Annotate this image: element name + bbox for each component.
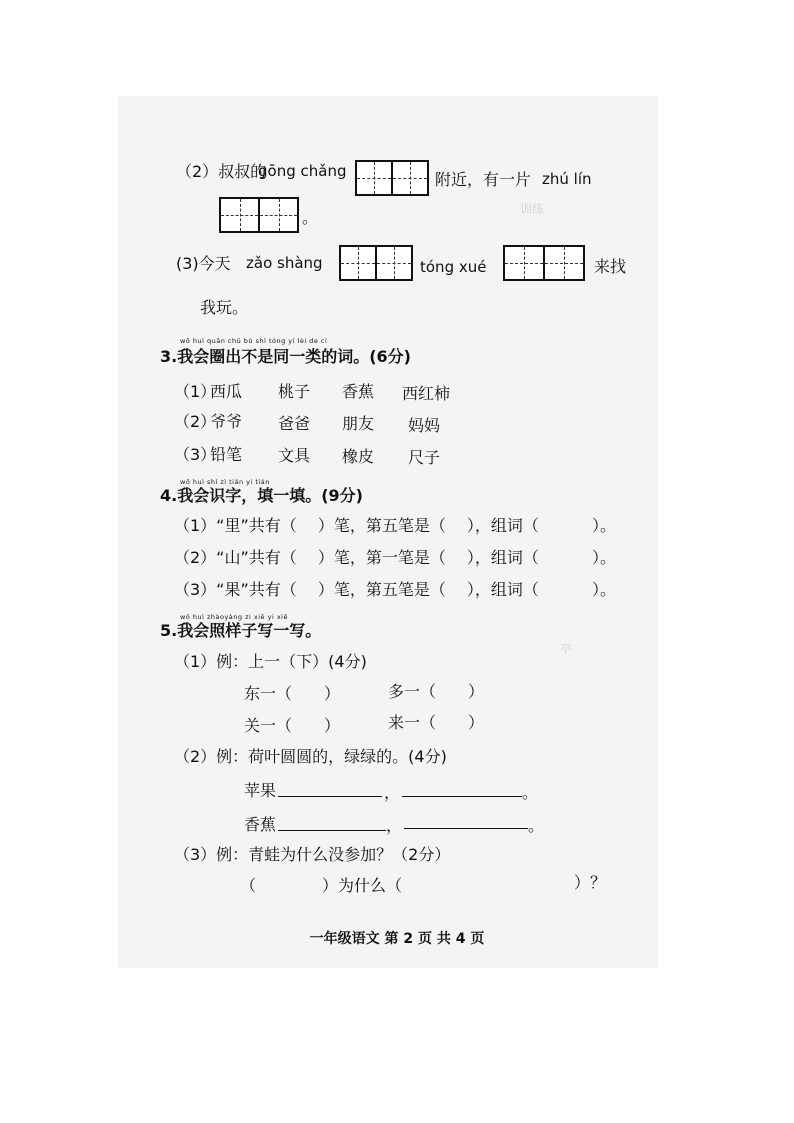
answer-line[interactable] <box>278 796 382 797</box>
writing-grid-gongchang[interactable] <box>355 160 429 196</box>
q5-sub2-word: 苹果 <box>244 781 277 800</box>
grid-cell[interactable] <box>260 199 297 231</box>
page-footer: 一年级语文 第 2 页 共 4 页 <box>309 931 485 947</box>
grid-cell[interactable] <box>357 162 393 194</box>
q2-item3-end: 来找 <box>594 257 627 276</box>
writing-grid-zhulin[interactable] <box>219 197 299 233</box>
q5-comma: ， <box>386 816 403 835</box>
q3-word[interactable]: 橡皮 <box>342 447 375 466</box>
bleed-through-marks: 亭 <box>560 642 573 656</box>
q3-word[interactable]: 尺子 <box>408 448 441 467</box>
q5-sub3-title: （3）例：青蛙为什么没参加？（2分） <box>174 845 451 864</box>
grid-cell[interactable] <box>393 162 427 194</box>
q3-pinyin: wǒ huì quān chū bù shì tóng yí lèi de cí <box>180 337 328 345</box>
q3-title: 3.我会圈出不是同一类的词。(6分) <box>160 347 411 366</box>
q3-word[interactable]: 西红柿 <box>402 384 451 403</box>
q5-comma: ， <box>384 783 401 802</box>
q5-period: 。 <box>528 816 545 835</box>
q5-sub2-word: 香蕉 <box>244 815 277 834</box>
q2-item2-prefix: （2）叔叔的 <box>176 162 267 181</box>
q3-word[interactable]: 朋友 <box>342 414 375 433</box>
q2-item2-end: 。 <box>302 208 319 227</box>
writing-grid-tongxue[interactable] <box>503 245 585 281</box>
grid-cell[interactable] <box>341 247 377 279</box>
q4-row[interactable]: （2）“山”共有（ ）笔，第一笔是（ ），组词（ ）。 <box>174 548 617 567</box>
bleed-through-marks: 训练 <box>520 202 545 216</box>
q4-row[interactable]: （3）“果”共有（ ）笔，第五笔是（ ），组词（ ）。 <box>174 580 617 599</box>
q5-sub1-item[interactable]: 多一（ ） <box>388 682 485 701</box>
q3-word[interactable]: 铅笔 <box>210 445 243 464</box>
q5-pinyin: wǒ huì zhàoyàng zi xiě yi xiě <box>180 613 288 621</box>
q2-item2-mid: 附近，有一片 <box>435 170 532 189</box>
q2-item2-pinyin2: zhú lín <box>542 170 592 188</box>
q3-row3-label: （3） <box>174 445 217 464</box>
grid-cell[interactable] <box>377 247 411 279</box>
q2-item3-line2: 我玩。 <box>200 298 249 317</box>
q5-sub3-left[interactable]: （ <box>240 876 257 895</box>
grid-cell[interactable] <box>221 199 260 231</box>
q3-row1-label: （1） <box>174 382 217 401</box>
q3-word[interactable]: 桃子 <box>278 382 311 401</box>
q4-row[interactable]: （1）“里”共有（ ）笔，第五笔是（ ），组词（ ）。 <box>174 516 617 535</box>
q3-word[interactable]: 妈妈 <box>408 416 441 435</box>
q2-item3-pinyin2: tóng xué <box>420 258 487 276</box>
q3-word[interactable]: 文具 <box>278 446 311 465</box>
q5-sub2-title: （2）例：荷叶圆圆的，绿绿的。(4分) <box>174 747 447 766</box>
q5-sub1-item[interactable]: 来一（ ） <box>388 713 485 732</box>
q2-item3-prefix: (3)今天 <box>176 254 231 273</box>
answer-line[interactable] <box>404 828 528 829</box>
q5-sub1-item[interactable]: 关一（ ） <box>244 716 341 735</box>
q2-item2-pinyin1: gōng chǎng <box>258 162 347 180</box>
q3-word[interactable]: 爷爷 <box>210 412 243 431</box>
writing-grid-zaoshang[interactable] <box>339 245 413 281</box>
q3-row2-label: （2） <box>174 412 217 431</box>
q5-sub3-end[interactable]: ）？ <box>574 873 607 892</box>
answer-line[interactable] <box>278 830 386 831</box>
answer-line[interactable] <box>402 796 522 797</box>
q4-pinyin: wǒ huì shí zì tián yi tián <box>180 478 270 486</box>
q5-title: 5.我会照样子写一写。 <box>160 621 322 640</box>
grid-cell[interactable] <box>545 247 583 279</box>
q4-title: 4.我会识字，填一填。(9分) <box>160 486 363 505</box>
q5-period: 。 <box>522 783 539 802</box>
q2-item3-pinyin1: zǎo shàng <box>246 254 323 272</box>
grid-cell[interactable] <box>505 247 545 279</box>
q3-word[interactable]: 西瓜 <box>210 382 243 401</box>
q5-sub3-mid[interactable]: ）为什么（ <box>322 876 403 895</box>
q5-sub1-title: （1）例：上一（下）(4分) <box>174 652 367 671</box>
q3-word[interactable]: 爸爸 <box>278 414 311 433</box>
q5-sub1-item[interactable]: 东一（ ） <box>244 684 341 703</box>
q3-word[interactable]: 香蕉 <box>342 382 375 401</box>
